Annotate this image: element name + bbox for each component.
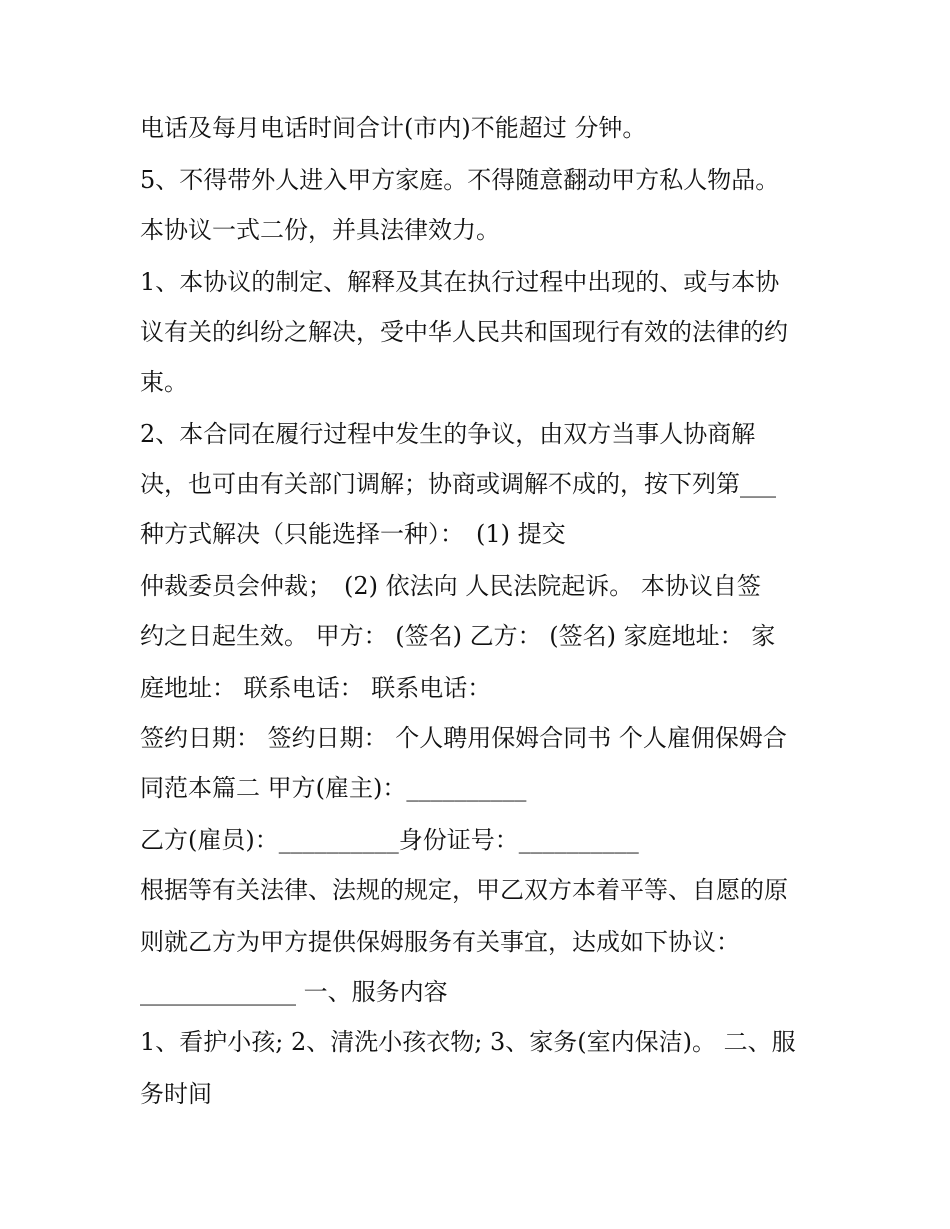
- text-line-17: 则就乙方为甲方提供保姆服务有关事宜，达成如下协议：: [140, 928, 740, 956]
- text-line-14: 同范本篇二 甲方(雇主)：__________: [140, 774, 527, 802]
- text-line-7: 2、本合同在履行过程中发生的争议，由双方当事人协商解: [140, 420, 756, 448]
- text-line-8: 决，也可由有关部门调解；协商或调解不成的，按下列第___: [140, 470, 776, 498]
- text-line-19: 1、看护小孩; 2、清洗小孩衣物; 3、家务(室内保洁)。 二、服: [140, 1028, 796, 1056]
- text-line-11: 约之日起生效。 甲方： (签名) 乙方： (签名) 家庭地址： 家: [140, 622, 776, 650]
- text-line-6: 束。: [140, 368, 188, 396]
- text-line-13: 签约日期： 签约日期： 个人聘用保姆合同书 个人雇佣保姆合: [140, 724, 787, 752]
- text-line-18: _____________ 一、服务内容: [140, 978, 448, 1006]
- text-line-5: 议有关的纠纷之解决，受中华人民共和国现行有效的法律的约: [140, 318, 788, 346]
- text-line-16: 根据等有关法律、法规的规定，甲乙双方本着平等、自愿的原: [140, 876, 788, 904]
- text-line-4: 1、本协议的制定、解释及其在执行过程中出现的、或与本协: [140, 268, 780, 296]
- text-line-3: 本协议一式二份，并具法律效力。: [140, 216, 500, 244]
- text-line-9: 种方式解决（只能选择一种）： (1) 提交: [140, 520, 566, 548]
- text-line-10: 仲裁委员会仲裁； (2) 依法向 人民法院起诉。 本协议自签: [140, 572, 761, 600]
- text-line-20: 务时间: [140, 1080, 212, 1108]
- text-line-1: 电话及每月电话时间合计(市内)不能超过 分钟。: [140, 114, 647, 142]
- text-line-2: 5、不得带外人进入甲方家庭。不得随意翻动甲方私人物品。: [140, 166, 780, 194]
- text-line-12: 庭地址： 联系电话： 联系电话：: [140, 674, 492, 702]
- text-line-15: 乙方(雇员)：__________身份证号：__________: [140, 826, 639, 854]
